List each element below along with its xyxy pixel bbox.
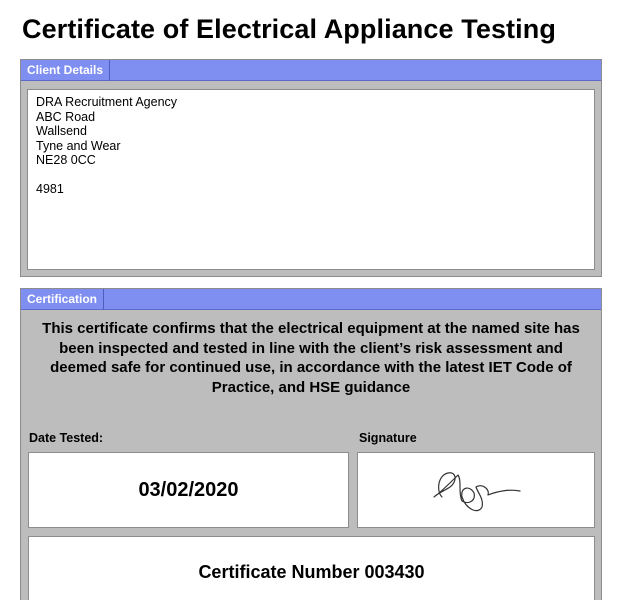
client-address-line: ABC Road (36, 109, 96, 124)
client-address-line: Wallsend (36, 124, 87, 138)
certification-header-bar (21, 289, 601, 310)
signature-box (357, 452, 595, 528)
client-details-section (20, 59, 602, 277)
client-details-header: Client Details (21, 60, 110, 81)
certification-section (20, 288, 602, 600)
date-tested-box (28, 452, 349, 528)
certification-header: Certification (21, 289, 104, 310)
date-tested-label: Date Tested: (29, 431, 104, 445)
client-address-line: Tyne and Wear (36, 138, 121, 153)
client-details-header-bar (21, 60, 601, 81)
page-title: Certificate of Electrical Appliance Testing (22, 14, 556, 44)
signature-label: Signature (359, 431, 417, 445)
client-name: DRA Recruitment Agency (36, 95, 178, 109)
date-tested-value: 03/02/2020 (138, 478, 239, 501)
certification-statement: This certificate confirms that the electrical equipment at the named site has been inspected and tested in line with the client’s risk assessment and deemed safe for continued use, in accordance with the latest IET Code of Practice, and HSE guidance (42, 320, 580, 396)
certificate-number-box (28, 536, 595, 600)
client-address-box (27, 89, 595, 270)
client-postcode: NE28 0CC (36, 153, 96, 167)
signature-image (358, 453, 596, 529)
client-reference: 4981 (36, 181, 64, 196)
certificate-number: Certificate Number 003430 (198, 562, 425, 582)
